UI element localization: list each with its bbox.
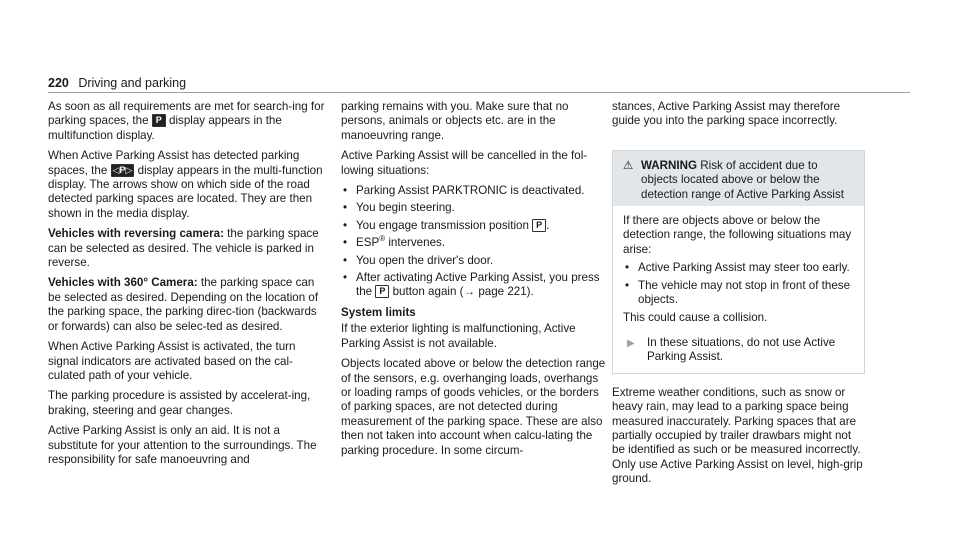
paragraph: Vehicles with reversing camera: the parking space can be selected as desired. The vehicle is parked in reverse. — [48, 227, 319, 270]
step-arrow-icon: ▶ — [627, 337, 635, 349]
paragraph: parking remains with you. Make sure that no persons, animals or objects etc. are in the manoeuvring range. — [341, 100, 569, 142]
page-link[interactable]: page 221). — [475, 285, 534, 299]
warning-header: ⚠ WARNING Risk of accident due to objects located above or below the detection range of Active Parking Assist — [613, 151, 864, 206]
parking-button-icon: P — [375, 285, 389, 298]
warning-list — [623, 261, 854, 307]
label-reversing-camera: Vehicles with reversing camera: — [48, 227, 224, 241]
list-item: • You open the driver's door. — [343, 253, 494, 267]
paragraph: When Active Parking Assist has detected parking spaces, the ◁P▷ display appears in the multi-function display. The arrows show on which side of the road detected parking spaces are located. They are then shown in the media display. — [48, 149, 323, 220]
label-360-camera: Vehicles with 360° Camera: — [48, 276, 198, 290]
paragraph: stances, Active Parking Assist may therefore guide you into the parking space incorrectly. — [612, 100, 841, 128]
paragraph: When Active Parking Assist is activated, the turn signal indicators are activated based on the cal-culated path of your vehicle. — [48, 340, 296, 382]
paragraph: If the exterior lighting is malfunctioning, Active Parking Assist is not available. — [341, 322, 576, 350]
page-number: 220 — [48, 76, 69, 90]
list-item: • Active Parking Assist may steer too early. — [625, 261, 850, 275]
page-header — [48, 76, 186, 90]
warning-label: WARNING — [641, 158, 698, 172]
list-item: • You engage transmission position P . — [343, 218, 550, 232]
paragraph: Extreme weather conditions, such as snow or heavy rain, may lead to a parking space being measured inaccurately. Parking spaces that are partially occupied by trailer drawbars might not be identified as such or be measured incorrectly. Only use Active Parking Assist on level, high-grip ground. — [612, 385, 863, 486]
parking-display-icon: P — [152, 114, 166, 127]
paragraph: The parking procedure is assisted by accelerat-ing, braking, steering and gear changes. — [48, 389, 311, 417]
paragraph: As soon as all requirements are met for search-ing for parking spaces, the P display appears in the multifunction display. — [48, 100, 325, 142]
column-middle — [341, 100, 606, 464]
paragraph: Active Parking Assist will be cancelled in the fol-lowing situations: — [341, 149, 588, 177]
warning-body: If there are objects above or below the detection range, the following situations may arise: • Active Parking Assist may steer too early. • The vehicle may not stop in front of these objects. This could cause a collision. ▶ In these situations, do not use Active Parking Assist. — [613, 206, 864, 373]
column-right — [612, 100, 865, 493]
section-heading: System limits — [341, 305, 416, 319]
list-item: • You begin steering. — [343, 201, 455, 215]
parking-side-arrows-icon: ◁P▷ — [112, 164, 133, 175]
list-item: • After activating Active Parking Assist, you press the P button again (→ page 221). — [343, 271, 600, 299]
cancel-situations-list — [341, 184, 606, 300]
paragraph: Active Parking Assist is only an aid. It is not a substitute for your attention to the surroundings. The responsibility for safe manoeuvring and — [48, 424, 317, 466]
header-rule — [48, 92, 910, 93]
warning-box — [612, 150, 865, 374]
list-item: • The vehicle may not stop in front of these objects. — [625, 278, 851, 307]
action-step: ▶ In these situations, do not use Active Parking Assist. — [627, 335, 836, 364]
transmission-p-icon: P — [532, 219, 546, 232]
warning-triangle-icon: ⚠ — [623, 158, 634, 172]
list-item: • Parking Assist PARKTRONIC is deactivated. — [343, 184, 585, 198]
section-title: Driving and parking — [78, 76, 187, 90]
paragraph: Objects located above or below the detection range of the sensors, e.g. overhanging loads, overhangs or loading ramps of goods vehicles, or the borders of parking spaces, are not detected during measurement of the parking space. These are also then not taken into account when calcu-lating the parking procedure. In some circum- — [341, 357, 606, 457]
column-left — [48, 100, 328, 473]
paragraph: Vehicles with 360° Camera: the parking space can be selected as desired. Depending on the location of the parking space, the parking direc-tion (backwards or forwards) can also be selec-ted as desired. — [48, 276, 319, 333]
page-ref-arrow-icon: → — [463, 285, 476, 299]
list-item: • ESP® intervenes. — [343, 234, 446, 250]
